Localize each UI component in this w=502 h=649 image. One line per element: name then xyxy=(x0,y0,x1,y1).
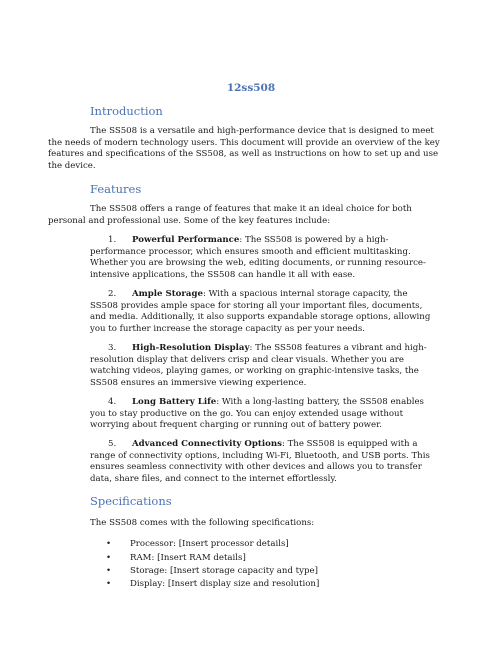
bullet-icon: • xyxy=(106,553,112,563)
feature-text: : The SS508 features a vibrant and high-resolution display that delivers crisp and clear visuals. Whether you are watching videos, playing games, or working on graphic-intensive tasks, the SS508 ensures an immersive viewing experience. xyxy=(90,343,427,388)
spec-bullet-text: Display: [Insert display size and resolution] xyxy=(130,579,320,589)
feature-item xyxy=(90,289,436,335)
heading-specifications: Specifications xyxy=(90,494,172,508)
feature-text: : With a long-lasting battery, the SS508 enables you to stay productive on the go. You can enjoy extended usage without worrying about frequent charging or running out of battery power. xyxy=(90,397,424,431)
intro-paragraph: The SS508 is a versatile and high-performance device that is designed to meet the needs of modern technology users. This document will provide an overview of the key features and specifications of the SS508, as well as instructions on how to set up and use the device. xyxy=(48,126,440,171)
feature-title: Powerful Performance xyxy=(132,235,240,245)
bullet-icon: • xyxy=(106,566,112,576)
feature-title: Advanced Connectivity Options xyxy=(132,439,282,449)
feature-number: 3. xyxy=(108,343,117,353)
feature-number: 2. xyxy=(108,289,117,299)
feature-number: 4. xyxy=(108,397,117,407)
feature-item xyxy=(90,397,436,432)
document-title: 12ss508 xyxy=(226,82,276,94)
feature-title: Ample Storage xyxy=(132,289,203,299)
feature-text: : The SS508 is powered by a high-performance processor, which ensures smooth and efficient multitasking. Whether you are browsing the web, editing documents, or running resource-intensive applications, the SS508 can handle it all with ease. xyxy=(90,235,426,280)
bullet-icon: • xyxy=(106,539,112,549)
heading-features: Features xyxy=(90,182,142,196)
feature-text: : The SS508 is equipped with a range of connectivity options, including Wi-Fi, Bluetooth, and USB ports. This ensures seamless connectivity with other devices and allows you to transfer data, share files, and connect to the internet effortlessly. xyxy=(90,439,430,484)
spec-bullet-text: Processor: [Insert processor details] xyxy=(130,539,289,549)
specifications-paragraph: The SS508 comes with the following specifications: xyxy=(90,518,315,528)
feature-text: : With a spacious internal storage capacity, the SS508 provides ample space for storing all your important files, documents, and media. Additionally, it also supports expandable storage options, allowing you to further increase the storage capacity as per your needs. xyxy=(90,289,431,334)
features-paragraph: The SS508 offers a range of features that make it an ideal choice for both personal and professional use. Some of the key features include: xyxy=(48,204,412,226)
bullet-icon: • xyxy=(106,579,112,589)
feature-item xyxy=(90,343,436,389)
feature-title: High-Resolution Display xyxy=(132,343,250,353)
heading-introduction: Introduction xyxy=(90,104,163,118)
feature-number: 5. xyxy=(108,439,117,449)
feature-title: Long Battery Life xyxy=(132,397,217,407)
feature-number: 1. xyxy=(108,235,117,245)
feature-item xyxy=(90,235,436,281)
spec-bullet-text: Storage: [Insert storage capacity and type] xyxy=(130,566,318,576)
spec-bullet-text: RAM: [Insert RAM details] xyxy=(130,553,246,563)
feature-item xyxy=(90,439,436,485)
